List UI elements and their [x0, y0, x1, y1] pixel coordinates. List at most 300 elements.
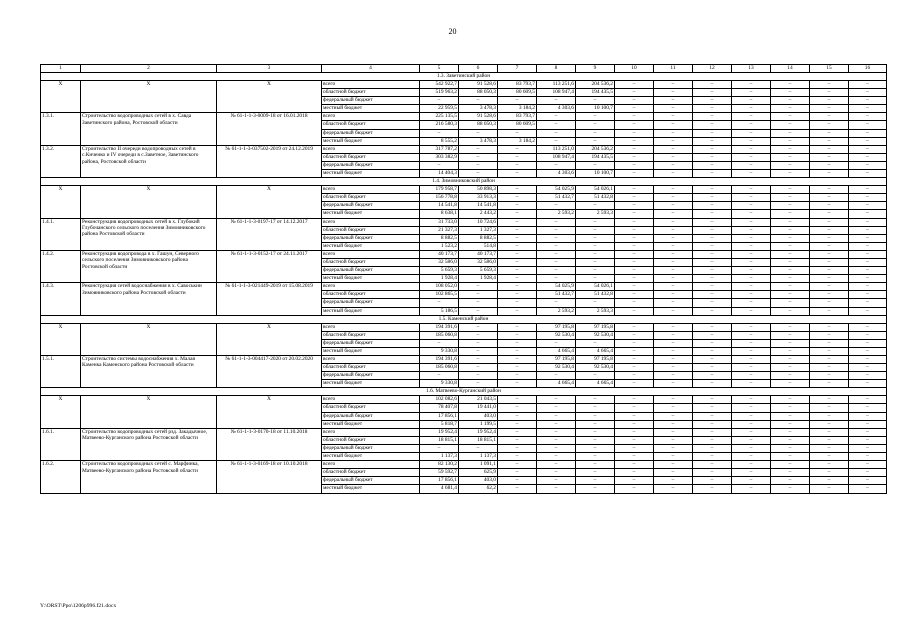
amount-cell: – [771, 234, 810, 242]
amount-cell: – [693, 380, 732, 388]
amount-cell: 1 327,3 [459, 226, 498, 234]
amount-cell: – [615, 364, 654, 372]
budget-source: федеральный бюджет [322, 97, 420, 105]
amount-cell: – [771, 420, 810, 428]
amount-cell: 5 659,3 [459, 267, 498, 275]
amount-cell: – [459, 380, 498, 388]
amount-cell: – [810, 242, 849, 250]
amount-cell: – [615, 331, 654, 339]
amount-cell: – [693, 428, 732, 436]
amount-cell: – [810, 210, 849, 218]
amount-cell: – [615, 323, 654, 331]
budget-source: федеральный бюджет [322, 339, 420, 347]
amount-cell: – [459, 145, 498, 153]
amount-cell: – [732, 461, 771, 469]
amount-cell: – [615, 275, 654, 283]
amount-cell: 54 025,9 [537, 283, 576, 291]
amount-cell: – [693, 210, 732, 218]
amount-cell: – [810, 226, 849, 234]
project-row [41, 356, 887, 364]
budget-source: всего [322, 81, 420, 89]
column-number: 9 [576, 65, 615, 73]
amount-cell: – [615, 453, 654, 461]
amount-cell: – [576, 275, 615, 283]
amount-cell: – [693, 307, 732, 315]
amount-cell: – [693, 218, 732, 226]
amount-cell: – [849, 194, 887, 202]
amount-cell: – [576, 444, 615, 452]
column-number: 16 [849, 65, 887, 73]
budget-source: федеральный бюджет [322, 267, 420, 275]
amount-cell: – [693, 242, 732, 250]
amount-cell: 62,2 [459, 485, 498, 493]
amount-cell: – [615, 339, 654, 347]
amount-cell: – [810, 121, 849, 129]
amount-cell: – [537, 428, 576, 436]
budget-source: местный бюджет [322, 275, 420, 283]
amount-cell: – [615, 444, 654, 452]
amount-cell: – [693, 469, 732, 477]
amount-cell: 14 404,3 [420, 170, 459, 178]
amount-cell: – [810, 453, 849, 461]
amount-cell: – [732, 226, 771, 234]
budget-source: местный бюджет [322, 210, 420, 218]
amount-cell: – [771, 396, 810, 404]
amount-cell: – [615, 145, 654, 153]
amount-cell: – [693, 356, 732, 364]
amount-cell: – [654, 97, 693, 105]
item-number: 1.5.1. [41, 356, 81, 388]
amount-cell: – [498, 283, 537, 291]
amount-cell: – [537, 477, 576, 485]
amount-cell: – [771, 428, 810, 436]
budget-source: федеральный бюджет [322, 372, 420, 380]
amount-cell: – [576, 242, 615, 250]
budget-source: областной бюджет [322, 364, 420, 372]
amount-cell: – [615, 89, 654, 97]
amount-cell: – [810, 323, 849, 331]
amount-cell: – [849, 428, 887, 436]
amount-cell: – [498, 258, 537, 266]
project-name: Строительство водопроводных сетей в х. Савда Заветинского района, Ростовской области [81, 113, 217, 145]
amount-cell: – [537, 372, 576, 380]
section-header-row [41, 315, 887, 323]
amount-cell: – [732, 469, 771, 477]
amount-cell: – [498, 347, 537, 355]
section-title: 1.3. Заветинский район [41, 73, 887, 81]
amount-cell: – [498, 129, 537, 137]
amount-cell: – [537, 469, 576, 477]
amount-cell: – [498, 242, 537, 250]
amount-cell: – [693, 234, 732, 242]
budget-source: всего [322, 113, 420, 121]
amount-cell: – [849, 113, 887, 121]
amount-cell: 2 593,3 [576, 210, 615, 218]
amount-cell: – [849, 226, 887, 234]
budget-table [40, 64, 887, 494]
expertise-document: Х [217, 323, 322, 355]
amount-cell: 317 787,2 [420, 145, 459, 153]
amount-cell: – [576, 137, 615, 145]
budget-source: всего [322, 396, 420, 404]
amount-cell: – [576, 396, 615, 404]
amount-cell: – [537, 258, 576, 266]
amount-cell: – [732, 356, 771, 364]
amount-cell: – [732, 97, 771, 105]
amount-cell: – [654, 234, 693, 242]
amount-cell: – [498, 444, 537, 452]
amount-cell: – [576, 97, 615, 105]
amount-cell: – [576, 258, 615, 266]
amount-cell: – [849, 275, 887, 283]
amount-cell: – [576, 113, 615, 121]
section-title: 1.4. Зимовниковский район [41, 178, 887, 186]
amount-cell: – [732, 121, 771, 129]
amount-cell: – [810, 469, 849, 477]
amount-cell: – [810, 267, 849, 275]
budget-table-body [41, 65, 887, 494]
amount-cell: – [849, 477, 887, 485]
column-number: 11 [654, 65, 693, 73]
project-name: Х [81, 396, 217, 428]
amount-cell: 50 898,3 [459, 186, 498, 194]
amount-cell: – [537, 250, 576, 258]
amount-cell: – [615, 428, 654, 436]
amount-cell: – [615, 258, 654, 266]
amount-cell: – [810, 372, 849, 380]
amount-cell: – [849, 436, 887, 444]
amount-cell: – [654, 356, 693, 364]
amount-cell: – [498, 323, 537, 331]
amount-cell: 10 100,7 [576, 105, 615, 113]
amount-cell: 1 928,4 [459, 275, 498, 283]
amount-cell: – [615, 153, 654, 161]
amount-cell: 4 665,4 [537, 380, 576, 388]
amount-cell: 31 733,0 [420, 218, 459, 226]
amount-cell: – [615, 477, 654, 485]
amount-cell: – [771, 283, 810, 291]
amount-cell: – [654, 428, 693, 436]
amount-cell: – [693, 137, 732, 145]
amount-cell: – [810, 218, 849, 226]
expertise-document: № 61-1-1-3-0009-18 от 16.01.2018 [217, 113, 322, 145]
amount-cell: – [693, 275, 732, 283]
amount-cell: 8 555,2 [420, 137, 459, 145]
amount-cell: – [732, 436, 771, 444]
amount-cell: 92 530,4 [576, 331, 615, 339]
amount-cell: – [849, 218, 887, 226]
amount-cell: – [576, 226, 615, 234]
amount-cell: – [810, 81, 849, 89]
amount-cell: – [576, 299, 615, 307]
amount-cell: – [849, 444, 887, 452]
amount-cell: – [810, 89, 849, 97]
project-row [41, 461, 887, 469]
amount-cell: – [654, 444, 693, 452]
amount-cell: – [732, 477, 771, 485]
amount-cell: 4 303,6 [537, 170, 576, 178]
item-number: 1.4.1. [41, 218, 81, 250]
amount-cell: – [732, 372, 771, 380]
amount-cell: – [693, 153, 732, 161]
amount-cell: 92 530,4 [537, 331, 576, 339]
amount-cell: – [654, 485, 693, 493]
amount-cell: – [810, 161, 849, 169]
amount-cell: – [654, 258, 693, 266]
amount-cell: – [498, 461, 537, 469]
budget-source: местный бюджет [322, 453, 420, 461]
amount-cell: – [615, 267, 654, 275]
amount-cell: – [810, 331, 849, 339]
budget-source: областной бюджет [322, 404, 420, 412]
amount-cell: – [654, 347, 693, 355]
amount-cell: – [654, 210, 693, 218]
amount-cell: 14 541,8 [459, 202, 498, 210]
amount-cell: – [498, 477, 537, 485]
amount-cell: – [693, 105, 732, 113]
amount-cell: – [771, 194, 810, 202]
amount-cell: – [849, 97, 887, 105]
amount-cell: – [654, 453, 693, 461]
amount-cell: – [849, 161, 887, 169]
budget-source: федеральный бюджет [322, 129, 420, 137]
amount-cell: – [849, 89, 887, 97]
amount-cell: – [459, 161, 498, 169]
amount-cell: – [732, 258, 771, 266]
amount-cell: 21 043,5 [459, 396, 498, 404]
amount-cell: – [693, 323, 732, 331]
amount-cell: – [810, 202, 849, 210]
amount-cell: – [810, 364, 849, 372]
amount-cell: – [732, 275, 771, 283]
amount-cell: – [732, 307, 771, 315]
amount-cell: 51 432,8 [576, 194, 615, 202]
amount-cell: – [771, 339, 810, 347]
amount-cell: 17 856,1 [420, 477, 459, 485]
amount-cell: 102 865,5 [420, 291, 459, 299]
amount-cell: 97 195,8 [576, 356, 615, 364]
amount-cell: 32 586,0 [420, 258, 459, 266]
amount-cell: 8 882,5 [459, 234, 498, 242]
amount-cell: – [849, 202, 887, 210]
item-number: 1.6.2. [41, 461, 81, 493]
amount-cell: – [810, 404, 849, 412]
amount-cell: – [849, 145, 887, 153]
amount-cell: – [849, 258, 887, 266]
amount-cell: – [615, 161, 654, 169]
expertise-document: Х [217, 396, 322, 428]
amount-cell: – [693, 258, 732, 266]
amount-cell: – [576, 461, 615, 469]
amount-cell: 4 665,4 [576, 380, 615, 388]
amount-cell: – [459, 323, 498, 331]
project-name: Строительство водопроводных сетей с. Марфинка, Матвеево-Курганского района Ростовской области [81, 461, 217, 493]
amount-cell: – [459, 283, 498, 291]
amount-cell: – [498, 453, 537, 461]
column-number: 1 [41, 65, 81, 73]
amount-cell: – [732, 444, 771, 452]
amount-cell: – [693, 226, 732, 234]
amount-cell: – [576, 404, 615, 412]
amount-cell: – [576, 420, 615, 428]
item-number: 1.3.2. [41, 145, 81, 177]
amount-cell: – [498, 331, 537, 339]
amount-cell: – [459, 299, 498, 307]
amount-cell: – [654, 170, 693, 178]
amount-cell: – [693, 97, 732, 105]
amount-cell: – [732, 453, 771, 461]
budget-source: федеральный бюджет [322, 202, 420, 210]
column-number-header-row [41, 65, 887, 73]
budget-source: федеральный бюджет [322, 412, 420, 420]
column-number: 6 [459, 65, 498, 73]
amount-cell: – [849, 420, 887, 428]
amount-cell: – [810, 145, 849, 153]
amount-cell: – [849, 380, 887, 388]
amount-cell: 91 528,6 [459, 81, 498, 89]
amount-cell: 194 435,5 [576, 153, 615, 161]
amount-cell: – [654, 194, 693, 202]
budget-source: местный бюджет [322, 137, 420, 145]
amount-cell: – [732, 242, 771, 250]
amount-cell: – [654, 299, 693, 307]
amount-cell: – [654, 323, 693, 331]
budget-source: федеральный бюджет [322, 234, 420, 242]
amount-cell: – [537, 444, 576, 452]
amount-cell: – [576, 428, 615, 436]
amount-cell: – [654, 267, 693, 275]
amount-cell: – [576, 202, 615, 210]
amount-cell: – [693, 412, 732, 420]
amount-cell: – [693, 461, 732, 469]
amount-cell: – [459, 356, 498, 364]
amount-cell: – [576, 267, 615, 275]
amount-cell: – [849, 210, 887, 218]
budget-source: федеральный бюджет [322, 477, 420, 485]
amount-cell: – [849, 129, 887, 137]
amount-cell: – [732, 323, 771, 331]
amount-cell: 1 199,5 [459, 420, 498, 428]
amount-cell: – [693, 444, 732, 452]
amount-cell: – [654, 113, 693, 121]
amount-cell: 91 528,6 [459, 113, 498, 121]
amount-cell: – [810, 339, 849, 347]
amount-cell: – [615, 105, 654, 113]
amount-cell: – [732, 161, 771, 169]
amount-cell: 185 060,8 [420, 364, 459, 372]
item-number: 1.4.3. [41, 283, 81, 315]
amount-cell: – [771, 372, 810, 380]
amount-cell: – [771, 81, 810, 89]
amount-cell: 32 586,0 [459, 258, 498, 266]
amount-cell: – [537, 202, 576, 210]
amount-cell: – [459, 153, 498, 161]
amount-cell: 3 184,2 [498, 105, 537, 113]
amount-cell: 156 778,8 [420, 194, 459, 202]
amount-cell: 97 195,8 [537, 356, 576, 364]
amount-cell: 5 659,3 [420, 267, 459, 275]
amount-cell: 8 882,5 [420, 234, 459, 242]
amount-cell: 303 382,9 [420, 153, 459, 161]
amount-cell: – [693, 250, 732, 258]
amount-cell: – [771, 299, 810, 307]
budget-source: областной бюджет [322, 194, 420, 202]
item-number: Х [41, 81, 81, 113]
amount-cell: – [693, 364, 732, 372]
amount-cell: – [576, 129, 615, 137]
amount-cell: – [732, 218, 771, 226]
amount-cell: 2 443,2 [459, 210, 498, 218]
amount-cell: 4 303,6 [537, 105, 576, 113]
budget-source: областной бюджет [322, 89, 420, 97]
amount-cell: – [693, 161, 732, 169]
amount-cell: – [615, 307, 654, 315]
amount-cell: – [771, 218, 810, 226]
amount-cell: – [732, 153, 771, 161]
amount-cell: – [537, 242, 576, 250]
amount-cell: – [420, 299, 459, 307]
amount-cell: – [654, 153, 693, 161]
amount-cell: 194 435,5 [576, 89, 615, 97]
amount-cell: 19 441,0 [459, 404, 498, 412]
amount-cell: – [693, 485, 732, 493]
amount-cell: – [654, 137, 693, 145]
amount-cell: – [849, 81, 887, 89]
amount-cell: – [693, 436, 732, 444]
amount-cell: – [420, 444, 459, 452]
amount-cell: – [732, 412, 771, 420]
amount-cell: – [693, 477, 732, 485]
amount-cell: – [849, 291, 887, 299]
amount-cell: 40 173,7 [420, 250, 459, 258]
amount-cell: 9 330,8 [420, 380, 459, 388]
amount-cell: – [693, 186, 732, 194]
amount-cell: – [732, 250, 771, 258]
amount-cell: – [849, 469, 887, 477]
amount-cell: 51 432,8 [576, 291, 615, 299]
amount-cell: – [849, 307, 887, 315]
amount-cell: – [498, 97, 537, 105]
amount-cell: – [537, 218, 576, 226]
amount-cell: – [732, 81, 771, 89]
amount-cell: – [810, 380, 849, 388]
amount-cell: – [654, 396, 693, 404]
amount-cell: – [771, 364, 810, 372]
project-name: Х [81, 81, 217, 113]
amount-cell: – [537, 234, 576, 242]
amount-cell: – [576, 234, 615, 242]
amount-cell: – [849, 412, 887, 420]
amount-cell: – [615, 113, 654, 121]
amount-cell: – [498, 372, 537, 380]
amount-cell: – [771, 153, 810, 161]
amount-cell: 59 592,7 [420, 469, 459, 477]
amount-cell: – [771, 291, 810, 299]
amount-cell: – [576, 412, 615, 420]
amount-cell: – [537, 420, 576, 428]
amount-cell: 40 173,7 [459, 250, 498, 258]
amount-cell: – [615, 129, 654, 137]
amount-cell: 88 050,3 [459, 89, 498, 97]
budget-source: федеральный бюджет [322, 299, 420, 307]
amount-cell: – [615, 469, 654, 477]
amount-cell: – [810, 291, 849, 299]
amount-cell: – [615, 299, 654, 307]
expertise-document: № 61-1-1-3-037502-2019 от 24.12.2019 [217, 145, 322, 177]
amount-cell: – [771, 267, 810, 275]
amount-cell: – [732, 331, 771, 339]
amount-cell: 108 947,4 [537, 89, 576, 97]
